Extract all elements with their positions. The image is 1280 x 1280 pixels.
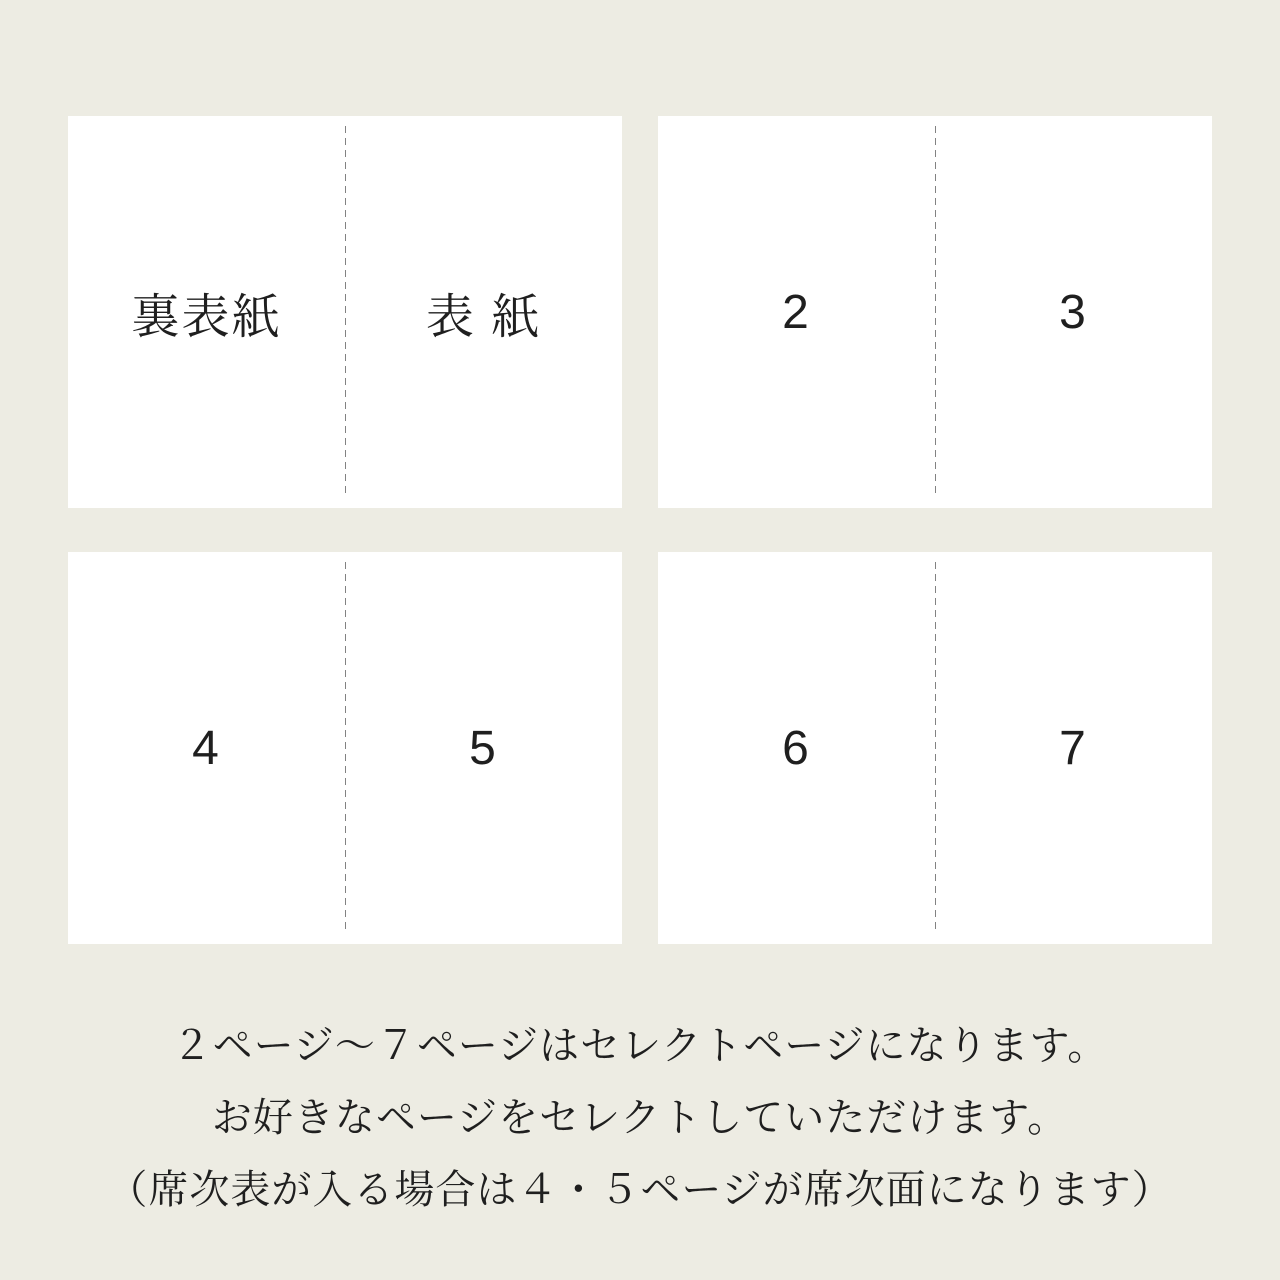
fold-line bbox=[935, 562, 936, 931]
page-4 bbox=[68, 552, 345, 944]
page-7 bbox=[935, 552, 1212, 944]
page-label: 2 bbox=[782, 285, 811, 339]
page-label: 4 bbox=[192, 721, 221, 775]
page-label: 6 bbox=[782, 721, 811, 775]
caption-text bbox=[0, 1010, 1280, 1226]
caption-line-1: ２ページ〜７ページはセレクトページになります。 bbox=[171, 1024, 1109, 1068]
page-label: 7 bbox=[1059, 721, 1088, 775]
caption-line-3: （席次表が入る場合は４・５ページが席次面になります） bbox=[107, 1168, 1173, 1212]
booklet-layout-diagram bbox=[68, 116, 1212, 944]
page-6 bbox=[658, 552, 935, 944]
spread-pages-4-5 bbox=[68, 552, 622, 944]
page-3 bbox=[935, 116, 1212, 508]
page-back-cover bbox=[68, 116, 345, 508]
page-label: 3 bbox=[1059, 285, 1088, 339]
page-2 bbox=[658, 116, 935, 508]
page-label: 表 紙 bbox=[425, 290, 542, 344]
page-label: 裏表紙 bbox=[131, 290, 282, 344]
fold-line bbox=[345, 562, 346, 931]
page-label: 5 bbox=[469, 721, 498, 775]
fold-line bbox=[935, 126, 936, 495]
fold-line bbox=[345, 126, 346, 495]
page-5 bbox=[345, 552, 622, 944]
caption-line-2: お好きなページをセレクトしていただけます。 bbox=[211, 1096, 1069, 1140]
spread-pages-6-7 bbox=[658, 552, 1212, 944]
spread-pages-2-3 bbox=[658, 116, 1212, 508]
page-front-cover bbox=[345, 116, 622, 508]
spread-cover bbox=[68, 116, 622, 508]
